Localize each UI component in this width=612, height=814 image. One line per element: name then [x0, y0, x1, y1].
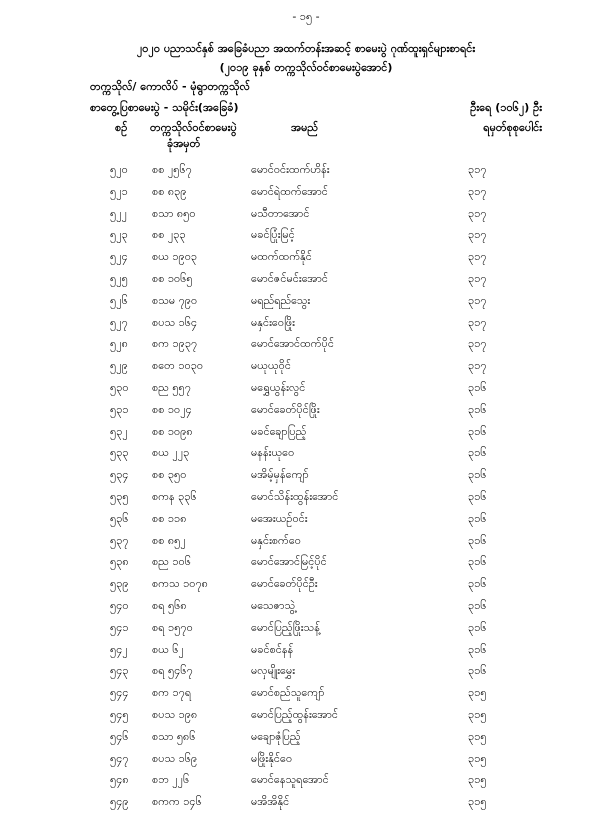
row-roll-number: စသာ ၈၅၀: [152, 206, 196, 220]
row-roll-number: စကက ၁၄၆: [152, 795, 202, 809]
row-marks: ၃၁၆: [468, 489, 487, 503]
table-row: [0, 182, 612, 204]
row-name: မယုယုဝိုင်: [251, 359, 291, 373]
row-marks: ၃၁၆: [468, 664, 487, 678]
row-number: ၅၃၉: [110, 577, 129, 591]
results-table: [0, 160, 612, 814]
row-marks: ၃၁၇: [468, 359, 487, 373]
row-marks: ၃၁၆: [468, 620, 487, 634]
row-marks: ၃၁၇: [468, 271, 487, 285]
row-name: မခင်ချောပြည့်: [251, 424, 307, 438]
row-marks: ၃၁၇: [468, 184, 487, 198]
row-roll-number: စယ ၆၂: [152, 642, 184, 656]
row-roll-number: စတေ ၁၀၃၀: [152, 359, 204, 373]
region-label: တက္ကသိုလ်/ ကောလိပ် - မုံရွာတက္ကသိုလ်: [90, 80, 250, 93]
row-name: မသေဇာသွဲ့: [251, 598, 296, 612]
table-row: [0, 792, 612, 814]
row-marks: ၃၁၆: [468, 380, 487, 394]
row-number: ၅၄၇: [110, 751, 129, 765]
table-row: [0, 727, 612, 749]
table-row: [0, 465, 612, 487]
row-number: ၅၃၀: [110, 380, 129, 394]
table-row: [0, 661, 612, 683]
row-marks: ၃၁၇: [468, 293, 487, 307]
header-roll-line2: ခုံအမှတ်: [167, 137, 201, 150]
row-number: ၅၂၆: [110, 293, 128, 307]
row-name: မောင်ဇင်မင်းအောင်: [251, 271, 328, 285]
row-number: ၅၄၀: [110, 598, 129, 612]
row-name: မောင်စည်သူကျော်: [251, 686, 325, 700]
row-marks: ၃၁၇: [468, 163, 487, 176]
table-row: [0, 640, 612, 662]
document-subtitle: (၂၀၁၉ ခုနှစ် တက္ကသိုလ်ဝင်စာမေးပွဲအောင်): [219, 61, 393, 74]
table-row: [0, 749, 612, 771]
row-roll-number: စစ ၁၀၂၄: [152, 402, 192, 416]
row-roll-number: စရ ၅၆၈: [152, 598, 187, 612]
row-name: မောင်နေသူရအောင်: [251, 773, 329, 787]
row-number: ၅၂၉: [110, 359, 128, 373]
row-number: ၅၄၄: [110, 686, 129, 700]
row-number: ၅၄၁: [110, 620, 129, 634]
row-name: မောင်သိန်းထွန်းအောင်: [251, 489, 339, 503]
row-number: ၅၃၇: [110, 533, 129, 547]
row-number: ၅၂၄: [110, 250, 128, 264]
row-number: ၅၂၁: [110, 184, 128, 198]
row-roll-number: စစ ၁၁၈: [152, 511, 187, 525]
table-row: [0, 225, 612, 247]
row-number: ၅၄၅: [110, 707, 129, 721]
row-roll-number: စစ ၈၅၂: [152, 533, 186, 547]
row-number: ၅၄၂: [110, 642, 128, 656]
table-row: [0, 378, 612, 400]
row-name: မခင်ပြုံးမြင့်: [251, 228, 295, 242]
school-label: စာတွေ့ပြစာမေးပွဲ - သမိုင်း(အခြေခံ): [90, 101, 239, 114]
row-marks: ၃၁၆: [468, 424, 487, 438]
row-roll-number: စပသ ၁၆၉: [152, 751, 198, 765]
row-number: ၅၃၃: [110, 446, 129, 460]
row-roll-number: စစ ၈၃၉: [152, 184, 187, 198]
row-roll-number: စက ၁၇ရ: [152, 686, 192, 700]
row-marks: ၃၁၇: [468, 206, 487, 220]
row-marks: ၃၁၆: [468, 598, 487, 612]
row-roll-number: စဘ ၂၂၆: [152, 773, 190, 787]
row-roll-number: စရ ၅၄၆၇: [152, 664, 193, 678]
row-name: မောင်ပြည့်ဖြိုးသန့်: [251, 620, 320, 634]
table-row: [0, 422, 612, 444]
row-name: မောင်ဝင်းထက်ဟိန်း: [251, 163, 330, 176]
header-roll: တက္ကသိုလ်ဝင်စာမေးပွဲ: [150, 121, 237, 134]
row-roll-number: စည ၅၅၇: [152, 380, 191, 394]
row-number: ၅၄၈: [110, 773, 129, 787]
row-marks: ၃၁၇: [468, 250, 487, 264]
row-roll-number: စပသ ၁၉၈: [152, 707, 198, 721]
table-row: [0, 160, 612, 182]
row-marks: ၃၁၇: [468, 337, 487, 351]
table-row: [0, 334, 612, 356]
row-number: ၅၃၅: [110, 489, 129, 503]
row-number: ၅၃၄: [110, 468, 129, 482]
table-row: [0, 509, 612, 531]
row-marks: ၃၁၇: [468, 228, 487, 242]
row-roll-number: စကန ၃၃၆: [152, 489, 197, 503]
row-name: မောင်အောင်မြင့်ပိုင်: [251, 555, 327, 569]
row-name: မချောဇုံပြည့်: [251, 729, 301, 743]
header-marks: ရမှတ်စုစုပေါင်း: [483, 121, 542, 134]
table-row: [0, 313, 612, 335]
row-name: မောင်အောင်ထက်ပိုင်: [251, 337, 334, 351]
row-number: ၅၂၂: [110, 206, 127, 220]
row-name: မောင်ခေတ်ပိုင်ဖြိုး: [251, 402, 320, 416]
row-name: မနှင်းစက်ဝေ: [251, 533, 301, 547]
table-row: [0, 770, 612, 792]
table-row: [0, 531, 612, 553]
table-row: [0, 618, 612, 640]
row-number: ၅၂၃: [110, 228, 128, 242]
row-number: ၅၂၀: [110, 163, 128, 176]
row-marks: ၃၁၅: [468, 729, 487, 743]
row-marks: ၃၁၆: [468, 446, 487, 460]
row-name: မအိမ့်မှန်ကျော်: [251, 468, 309, 482]
row-name: မနှင်းဝေဖြိုး: [251, 315, 295, 329]
row-roll-number: စသမ ၇၉၀: [152, 293, 198, 307]
table-row: [0, 269, 612, 291]
row-name: မသီတာအောင်: [251, 206, 310, 220]
table-row: [0, 400, 612, 422]
header-name: အမည်: [291, 121, 319, 134]
row-number: ၅၃၂: [110, 424, 128, 438]
row-roll-number: စသာ ၅၈၆: [152, 729, 196, 743]
table-row: [0, 247, 612, 269]
row-marks: ၃၁၆: [468, 642, 487, 656]
table-row: [0, 705, 612, 727]
row-marks: ၃၁၅: [468, 773, 487, 787]
row-marks: ၃၁၆: [468, 511, 487, 525]
row-marks: ၃၁၅: [468, 686, 487, 700]
table-row: [0, 552, 612, 574]
row-number: ၅၂၅: [110, 271, 128, 285]
row-roll-number: စစ ၁၀၆၅: [152, 271, 193, 285]
row-marks: ၃၁၆: [468, 402, 487, 416]
table-row: [0, 291, 612, 313]
row-marks: ၃၁၆: [468, 533, 487, 547]
row-name: မောင်ပြည့်ထွန်းအောင်: [251, 707, 339, 721]
row-number: ၅၄၆: [110, 729, 129, 743]
row-roll-number: စရ ၁၅၇၀: [152, 620, 193, 634]
row-roll-number: စစ ၂၃၃: [152, 228, 186, 242]
row-number: ၅၄၉: [110, 795, 129, 809]
row-marks: ၃၁၇: [468, 315, 487, 329]
row-number: ၅၂၈: [110, 337, 128, 351]
row-name: မထက်ထက်နိုင်: [251, 250, 312, 264]
row-name: မရည်ရည်သွေး: [251, 293, 311, 307]
row-name: မလှမျိုးမွှေး: [251, 664, 296, 678]
row-roll-number: စစ ၂၅၆၇: [152, 163, 192, 176]
row-marks: ၃၁၅: [468, 751, 487, 765]
row-name: မနန်းယုဝေ: [251, 446, 295, 460]
header-no: စဉ်: [115, 121, 128, 134]
table-row: [0, 443, 612, 465]
row-roll-number: စစ ၁၀၉၈: [152, 424, 193, 438]
page-number: - ၁၅ -: [292, 10, 320, 23]
row-name: မောင်ခေတ်ပိုင်ဦး: [251, 577, 318, 591]
rank-label: ဦးရေ (၁၀၆၂) ဦး: [470, 101, 542, 114]
row-name: မဖြိုးနိုင်ဝေ: [251, 751, 293, 765]
row-number: ၅၃၈: [110, 555, 129, 569]
table-row: [0, 356, 612, 378]
row-roll-number: စက ၁၉၃၇: [152, 337, 198, 351]
row-roll-number: စကသ ၁၀၇၈: [152, 577, 208, 591]
table-row: [0, 487, 612, 509]
row-roll-number: စည ၁၀၆: [152, 555, 191, 569]
row-roll-number: စစ ၃၅၀: [152, 468, 187, 482]
row-marks: ၃၁၅: [468, 795, 487, 809]
row-name: မရွှေယွန်းလွင်: [251, 380, 306, 394]
row-number: ၅၄၃: [110, 664, 129, 678]
row-marks: ၃၁၆: [468, 555, 487, 569]
row-marks: ၃၁၆: [468, 577, 487, 591]
row-name: မအေးယဉ်ဝင်း: [251, 511, 308, 525]
row-marks: ၃၁၆: [468, 468, 487, 482]
row-roll-number: စယ ၁၉၀၃: [152, 250, 198, 264]
table-row: [0, 204, 612, 226]
row-name: မခင်စင်နန်: [251, 642, 294, 656]
row-number: ၅၂၇: [110, 315, 128, 329]
table-row: [0, 574, 612, 596]
row-marks: ၃၁၅: [468, 707, 487, 721]
document-title: ၂၀၂၀ ပညာသင်နှစ် အခြေခံပညာ အထက်တန်းအဆင့် စာမေးပွဲ ဂုဏ်ထူးရှင်များစာရင်း: [136, 42, 476, 55]
row-number: ၅၃၁: [110, 402, 129, 416]
table-row: [0, 683, 612, 705]
row-name: မောင်ရဲထက်အောင်: [251, 184, 328, 198]
row-roll-number: စပသ ၁၆၄: [152, 315, 198, 329]
row-number: ၅၃၆: [110, 511, 129, 525]
row-roll-number: စယ ၂၂၃: [152, 446, 190, 460]
row-name: မအိအိနိုင်: [251, 795, 290, 809]
table-row: [0, 596, 612, 618]
